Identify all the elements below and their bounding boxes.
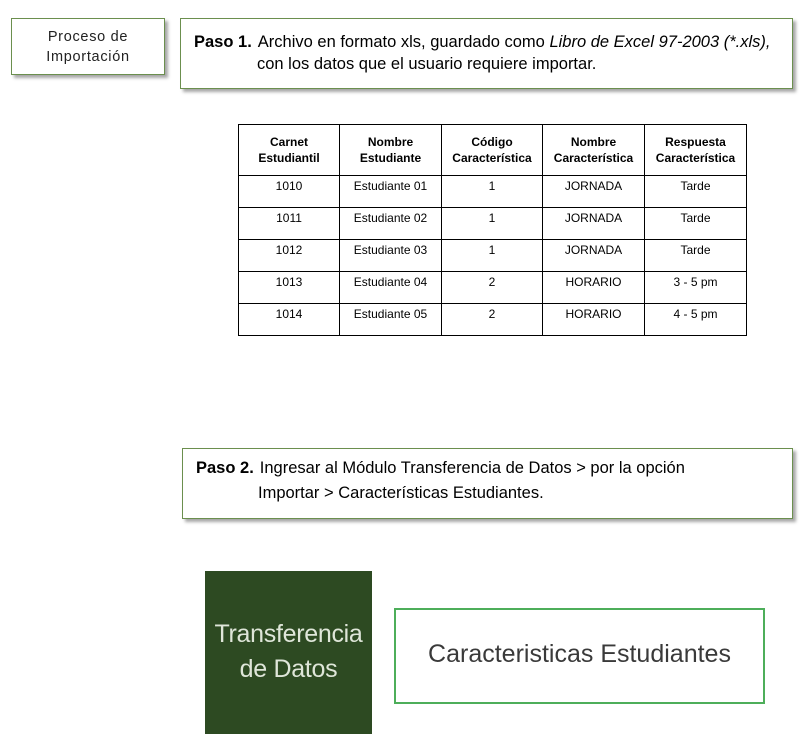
table-cell: 1012 [239,240,340,272]
table-row [239,176,747,208]
table-cell: JORNADA [543,208,645,240]
table-row [239,272,747,304]
step1-line1 [194,31,792,53]
table-cell: 1013 [239,272,340,304]
table-cell: 1014 [239,304,340,336]
step2-box [182,448,793,519]
step2-text-line1: Ingresar al Módulo Transferencia de Datos > por la opción [259,459,685,477]
table-cell: Estudiante 02 [340,208,442,240]
table-cell: 1 [442,240,543,272]
table-cell: HORARIO [543,272,645,304]
table-cell: Estudiante 01 [340,176,442,208]
table-row [239,208,747,240]
step2-line1 [196,456,792,481]
header-carnet: Carnet Estudiantil [239,125,340,176]
header-respuesta: Respuesta Característica [645,125,747,176]
module-tile-line1: Transferencia [214,620,363,648]
module-tile-line2: de Datos [239,655,338,683]
table-cell: JORNADA [543,240,645,272]
table-cell: 2 [442,272,543,304]
table-cell: HORARIO [543,304,645,336]
table-row [239,304,747,336]
table-cell: 1 [442,208,543,240]
step1-line2: con los datos que el usuario requiere importar. [257,55,597,73]
table-cell: 1010 [239,176,340,208]
table-header-row [239,125,747,176]
table-cell: Tarde [645,176,747,208]
process-title-box [11,18,165,75]
step2-label: Paso 2. [196,459,254,477]
option-label: Caracteristicas Estudiantes [428,640,731,668]
table-cell: Estudiante 04 [340,272,442,304]
step1-box [180,18,793,89]
table-cell: 4 - 5 pm [645,304,747,336]
option-caracteristicas-estudiantes[interactable] [394,608,765,704]
header-codigo: Código Característica [442,125,543,176]
table-row [239,240,747,272]
step1-label: Paso 1. [194,33,252,51]
step2-line2: Importar > Características Estudiantes. [258,484,544,502]
data-table [238,124,747,336]
process-title-line1: Proceso de [47,29,129,45]
step1-text-italic: Libro de Excel 97-2003 (*.xls), [549,33,771,51]
table-cell: Estudiante 05 [340,304,442,336]
module-tile-transferencia-datos[interactable] [205,571,372,734]
header-nombre-estudiante: Nombre Estudiante [340,125,442,176]
table-cell: Tarde [645,208,747,240]
table-cell: 3 - 5 pm [645,272,747,304]
process-title-line2: Importación [46,49,130,65]
table-cell: Tarde [645,240,747,272]
table-cell: JORNADA [543,176,645,208]
step1-text-a: Archivo en formato xls, guardado como [257,33,550,51]
header-nombre-caracteristica: Nombre Característica [543,125,645,176]
table-cell: 1 [442,176,543,208]
table-cell: 2 [442,304,543,336]
table-cell: Estudiante 03 [340,240,442,272]
table-cell: 1011 [239,208,340,240]
